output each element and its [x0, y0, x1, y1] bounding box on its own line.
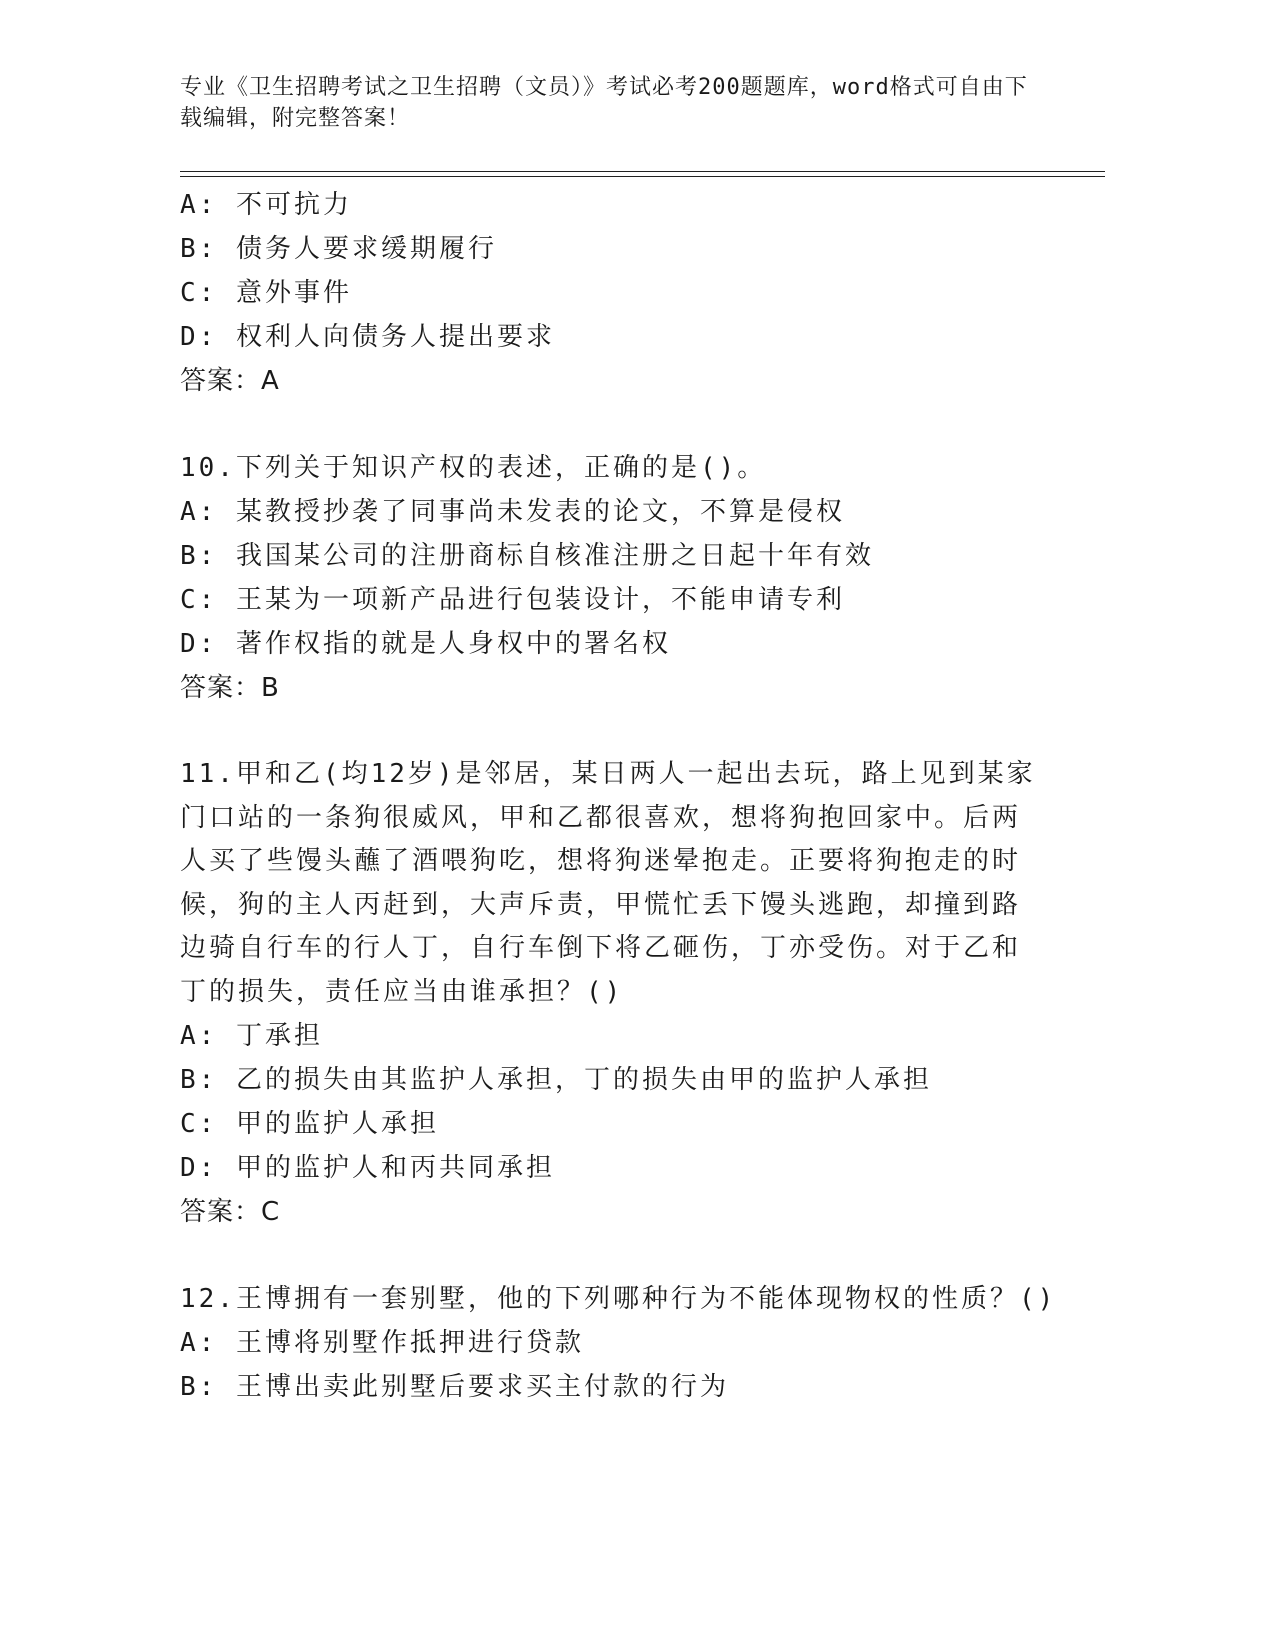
option-c: C: 意外事件 [180, 278, 352, 308]
header-double-rule [180, 171, 1105, 177]
option-a: A: 丁承担 [180, 1021, 323, 1051]
option-d: D: 著作权指的就是人身权中的署名权 [180, 629, 671, 659]
option-a: A: 不可抗力 [180, 190, 352, 220]
option-d: D: 权利人向债务人提出要求 [180, 322, 555, 352]
question-stem: 10.下列关于知识产权的表述，正确的是()。 [180, 453, 767, 483]
spacer [180, 710, 1040, 753]
option-b: B: 我国某公司的注册商标自核准注册之日起十年有效 [180, 541, 874, 571]
question-10 [180, 446, 1040, 710]
option-b: B: 债务人要求缓期履行 [180, 234, 497, 264]
option-a: A: 王博将别墅作抵押进行贷款 [180, 1328, 584, 1358]
option-c: C: 王某为一项新产品进行包装设计，不能申请专利 [180, 585, 845, 615]
question-content [180, 183, 1057, 1409]
option-b: B: 王博出卖此别墅后要求买主付款的行为 [180, 1372, 729, 1402]
spacer [180, 403, 1040, 446]
option-d: D: 甲的监护人和丙共同承担 [180, 1153, 555, 1183]
document-header: 专业《卫生招聘考试之卫生招聘（文员）》考试必考200题题库，word格式可自由下载编辑，附完整答案！ [180, 75, 1028, 131]
question-stem: 11.甲和乙(均12岁)是邻居，某日两人一起出去玩，路上见到某家门口站的一条狗很威风，甲和乙都很喜欢，想将狗抱回家中。后两人买了些馒头蘸了酒喂狗吃，想将狗迷晕抱走。正要将狗抱走的时候，狗的主人丙赶到，大声斥责，甲慌忙丢下馒头逃跑，却撞到路边骑自行车的行人丁，自行车倒下将乙砸伤，丁亦受伤。对于乙和丁的损失，责任应当由谁承担？() [180, 759, 1036, 1007]
question-stem: 12.王博拥有一套别墅，他的下列哪种行为不能体现物权的性质？() [180, 1284, 1057, 1314]
option-a: A: 某教授抄袭了同事尚未发表的论文，不算是侵权 [180, 497, 845, 527]
question-12 [180, 1277, 1057, 1409]
option-b: B: 乙的损失由其监护人承担，丁的损失由甲的监护人承担 [180, 1065, 932, 1095]
answer-text: 答案：A [180, 366, 280, 396]
option-c: C: 甲的监护人承担 [180, 1109, 439, 1139]
answer-text: 答案：B [180, 673, 280, 703]
spacer [180, 1234, 1040, 1277]
question-11 [180, 753, 1040, 1234]
question-9-options [180, 183, 1040, 403]
answer-text: 答案：C [180, 1197, 281, 1227]
